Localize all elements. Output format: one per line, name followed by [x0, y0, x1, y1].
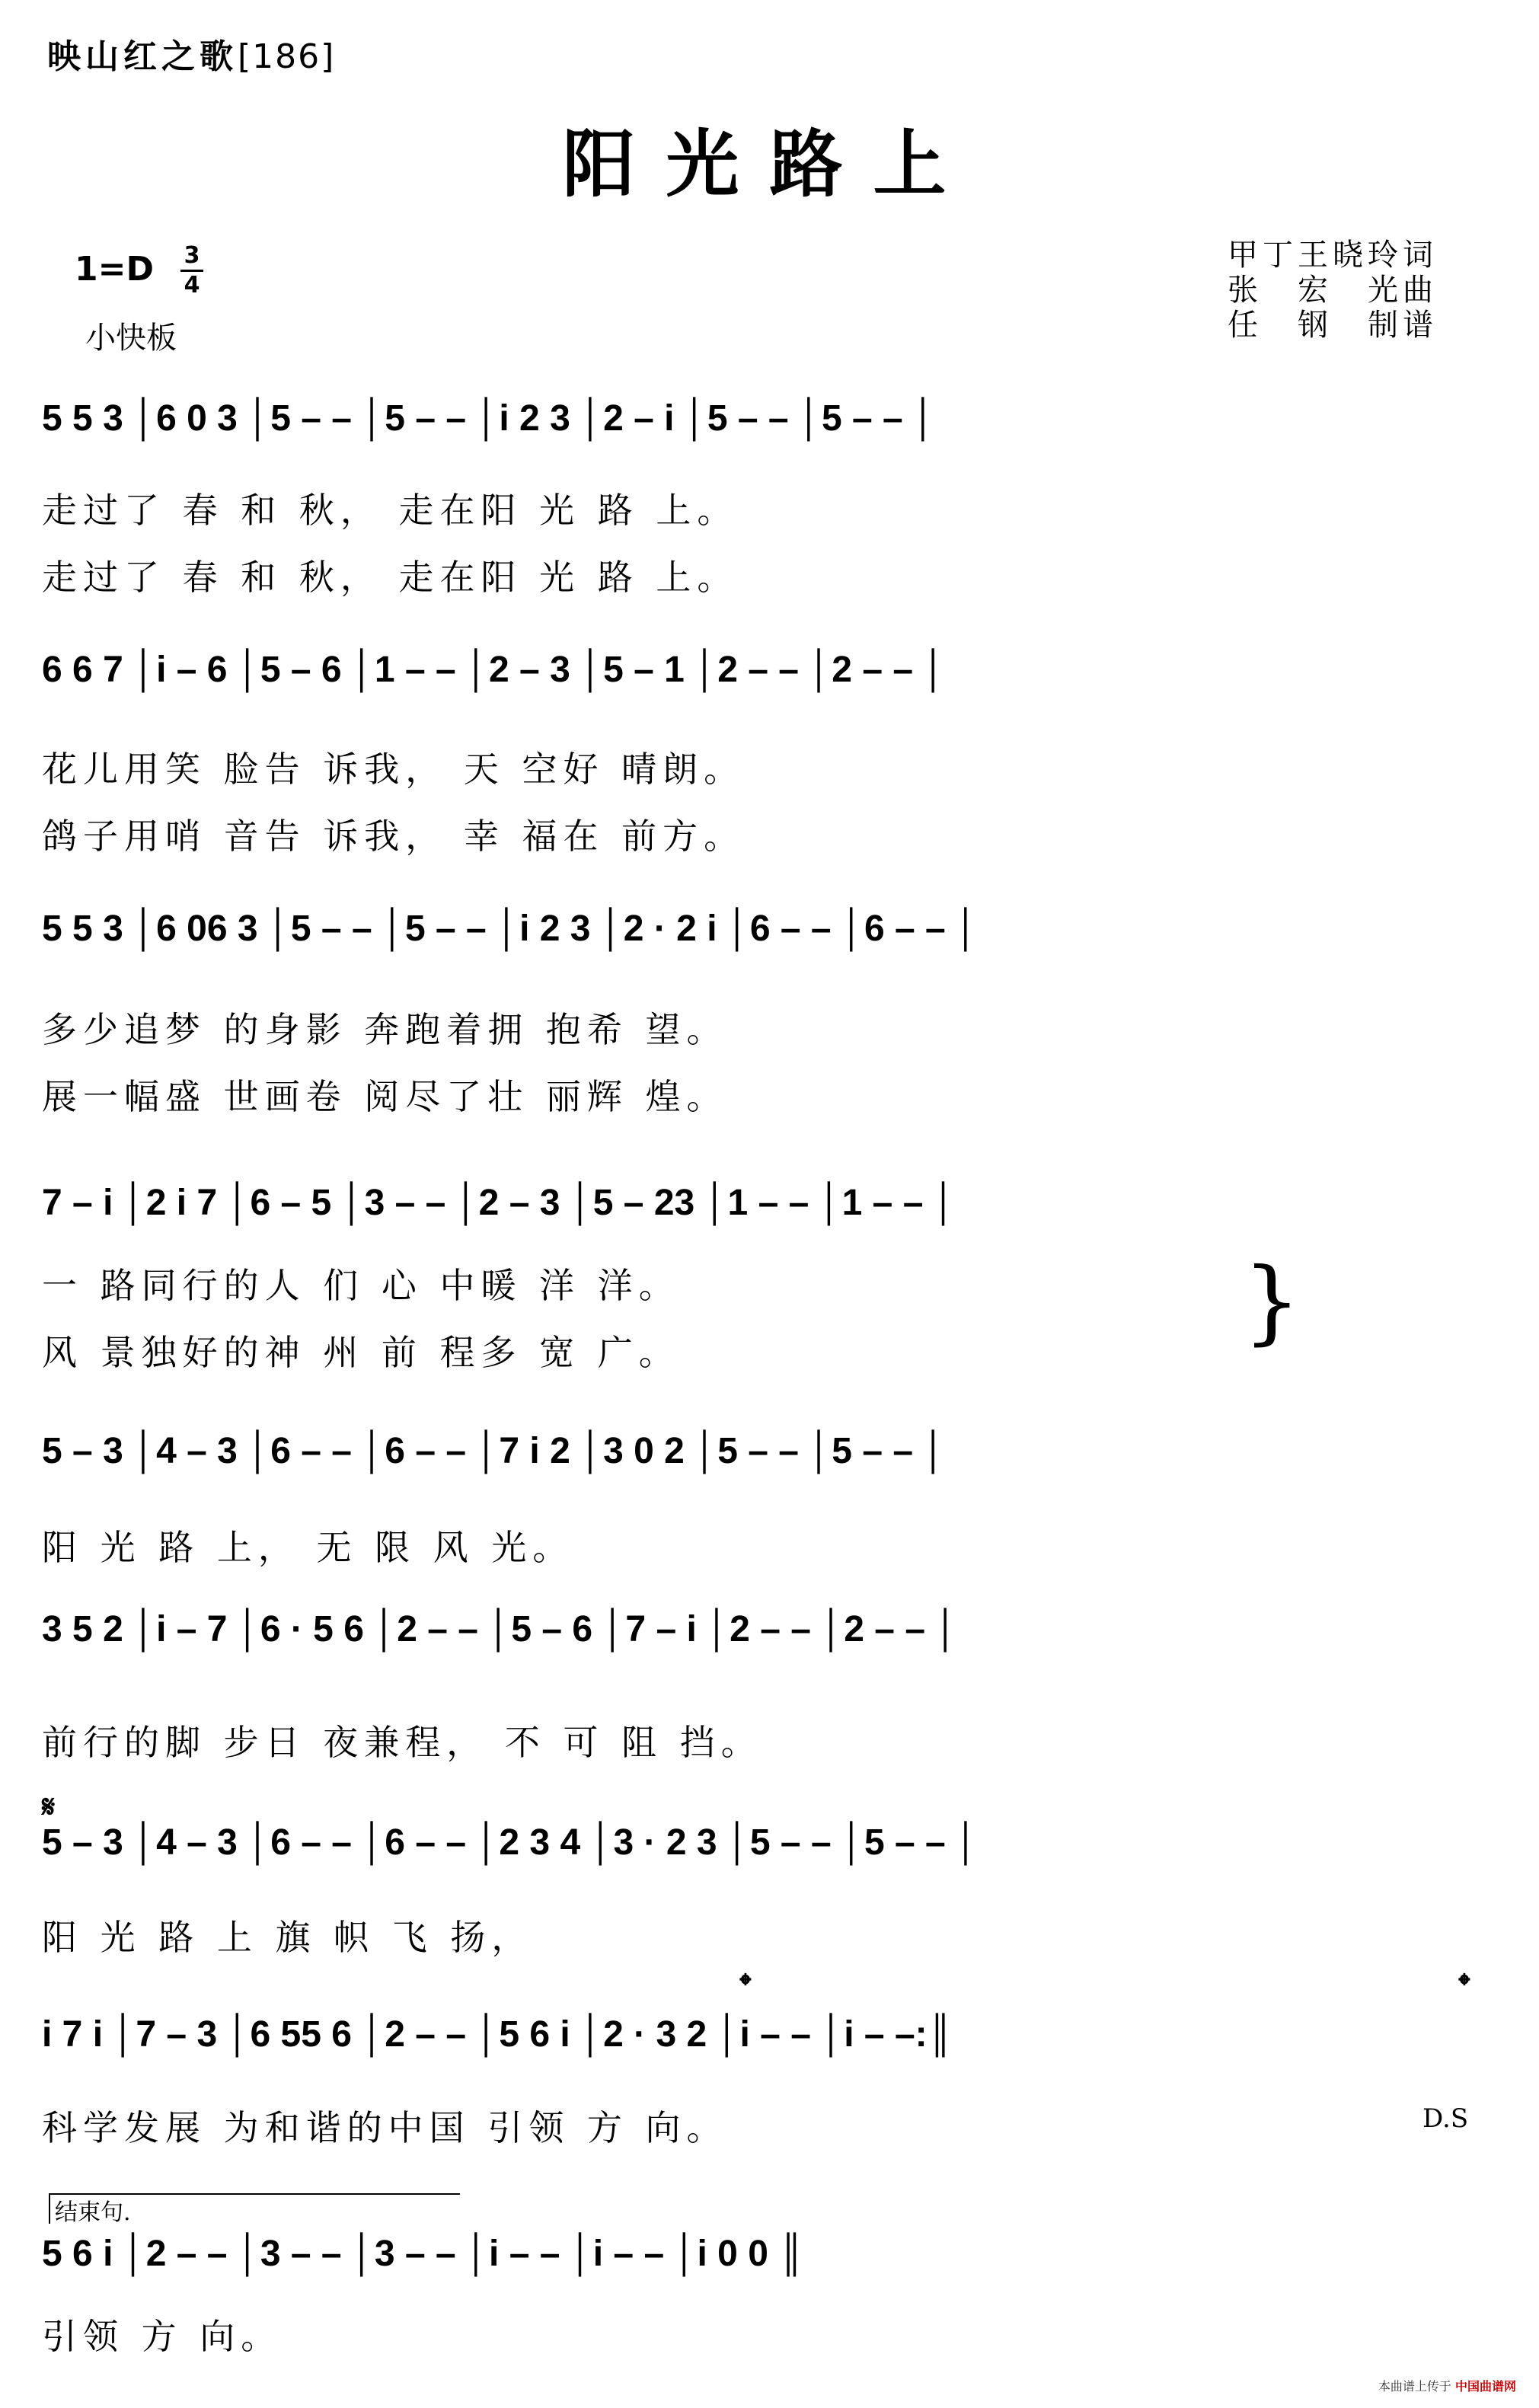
key-signature: 1=D [75, 250, 155, 289]
footer-text: 本曲谱上传于 [1378, 2379, 1451, 2394]
verse-brace: } [1243, 1249, 1301, 1355]
notes-line-4: 7 – i │2 i 7 │6 – 5 │3 – – │2 – 3 │5 – 23 │1 – – │1 – – │ [42, 1183, 956, 1223]
lyric-line-4b: 风 景独好的神 州 前 程多 宽 广。 [42, 1332, 680, 1373]
coda-sign-2: 𝄌 [1459, 1968, 1470, 2003]
time-signature [180, 242, 204, 299]
notes-line-7: 5 – 3 │4 – 3 │6 – – │6 – – │2 3 4 │3 · 2 3 │5 – – │5 – – │ [42, 1822, 979, 1863]
header [47, 29, 335, 78]
notes-line-3: 5 5 3 │6 06 3 │5 – – │5 – – │i 2 3 │2 · 2 i │6 – – │6 – – │ [42, 909, 979, 949]
lyric-line-1a: 走过了 春 和 秋， 走在阳 光 路 上。 [42, 490, 739, 531]
composer: 张 宏 光曲 [1228, 273, 1438, 308]
notes-line-8: i 7 i │7 – 3 │6 55 6 │2 – – │5 6 i │2 · 3 2 │i – – │i – –:║ [42, 2014, 953, 2055]
lyric-line-2a: 花儿用笑 脸告 诉我， 天 空好 晴朗。 [42, 749, 746, 790]
song-title: 阳光路上 [562, 121, 977, 207]
notes-line-2: 6 6 7 │i – 6 │5 – 6 │1 – – │2 – 3 │5 – 1 │2 – – │2 – – │ [42, 650, 947, 690]
notes-line-5: 5 – 3 │4 – 3 │6 – – │6 – – │7 i 2 │3 0 2 │5 – – │5 – – │ [42, 1431, 947, 1471]
lyric-line-9: 引领 方 向。 [42, 2316, 283, 2357]
lyric-line-7: 阳 光 路 上 旗 帜 飞 扬， [42, 1917, 533, 1958]
lyricist: 甲丁王晓玲词 [1228, 238, 1438, 273]
tempo-marking: 小快板 [85, 321, 177, 356]
ending-label: 结束句. [55, 2199, 131, 2226]
lyric-line-5: 阳 光 路 上， 无 限 风 光。 [42, 1527, 574, 1568]
engraver: 任 钢 制谱 [1228, 308, 1438, 343]
ending-bracket-vertical [49, 2193, 50, 2224]
lyric-line-3b: 展一幅盛 世画卷 阅尽了壮 丽辉 煌。 [42, 1076, 728, 1117]
footer [1378, 2377, 1516, 2394]
series-title: 映山红之歌 [47, 37, 238, 76]
notes-line-1: 5 5 3 │6 0 3 │5 – – │5 – – │i 2 3 │2 – i │5 – – │5 – – │ [42, 398, 937, 439]
notes-line-9: 5 6 i │2 – – │3 – – │3 – – │i – – │i – – │i 0 0 ║ [42, 2234, 805, 2274]
time-numerator: 3 [184, 242, 200, 269]
credits [1228, 238, 1438, 343]
footer-site: 中国曲谱网 [1454, 2379, 1516, 2394]
lyric-line-6: 前行的脚 步日 夜兼程， 不 可 阻 挡。 [42, 1722, 762, 1763]
lyric-line-4a: 一 路同行的人 们 心 中暖 洋 洋。 [42, 1265, 680, 1306]
segno-sign: 𝄋 [42, 1790, 56, 1825]
series-number: [186] [238, 37, 336, 76]
lyric-line-1b: 走过了 春 和 秋， 走在阳 光 路 上。 [42, 557, 739, 598]
time-denominator: 4 [184, 272, 200, 299]
lyric-line-2b: 鸽子用哨 音告 诉我， 幸 福在 前方。 [42, 816, 746, 857]
coda-sign-1: 𝄌 [740, 1968, 751, 2003]
lyric-line-8: 科学发展 为和谐的中国 引领 方 向。 [42, 2107, 728, 2148]
notes-line-6: 3 5 2 │i – 7 │6 · 5 6 │2 – – │5 – 6 │7 – i │2 – – │2 – – │ [42, 1609, 959, 1650]
ds-marking: D.S [1422, 2103, 1469, 2134]
lyric-line-3a: 多少追梦 的身影 奔跑着拥 抱希 望。 [42, 1009, 728, 1050]
